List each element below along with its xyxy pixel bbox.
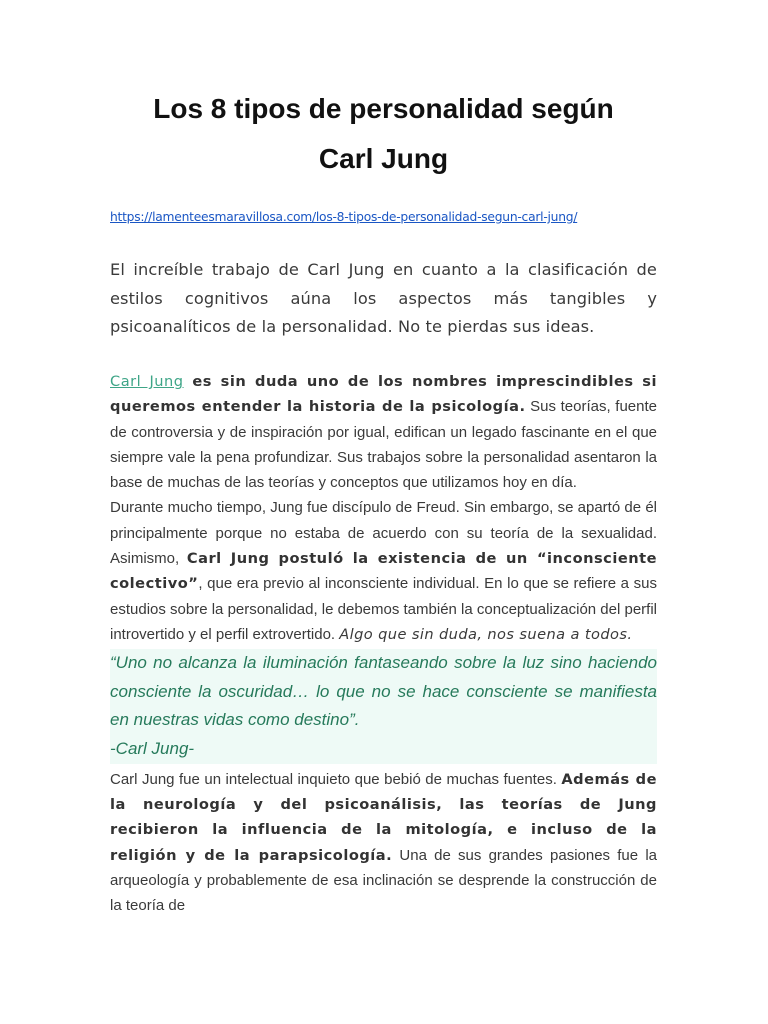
title-line-2: Carl Jung — [318, 143, 449, 174]
paragraph-2-text-1: Durante mucho tiempo, Jung fue discípulo de Freud. Sin embargo, se apartó de él principalmente porque no estaba de acuerdo con su teoría de la sexualidad. Asimismo, — [110, 499, 657, 568]
paragraph-1 — [110, 369, 657, 495]
source-link[interactable]: https://lamenteesmaravillosa.com/los-8-tipos-de-personalidad-segun-carl-jung/ — [110, 210, 578, 224]
paragraph-3-text-2: Una de sus grandes pasiones fue la arqueología y probablemente de esa inclinación se desprende la construcción de la teoría de — [110, 846, 658, 915]
paragraph-2-italic: Algo que sin duda, nos suena a todos. — [339, 625, 633, 643]
quote-author: -Carl Jung- — [110, 739, 195, 759]
paragraph-3 — [110, 767, 657, 919]
paragraph-1-bold: es sin duda uno de los nombres imprescindibles si queremos entender la historia de la psicología. — [110, 373, 657, 416]
title-line-1: Los 8 tipos de personalidad según — [153, 93, 614, 124]
paragraph-2 — [110, 495, 657, 647]
paragraph-1-text: Sus teorías, fuente de controversia y de inspiración por igual, edifican un legado fascinante en el que siempre vale la pena profundizar. Sus trabajos sobre la personalidad asentaron la base de muchas de las teorías y conceptos que utilizamos hoy en día. — [110, 398, 658, 492]
intro-paragraph: El increíble trabajo de Carl Jung en cuanto a la clasificación de estilos cognitivos aúna los aspectos más tangibles y psicoanalíticos de la personalidad. No te pierdas sus ideas. — [110, 260, 657, 336]
document-title — [80, 84, 687, 184]
quote-text: “Uno no alcanza la iluminación fantaseando sobre la luz sino haciendo consciente la oscuridad… lo que no se hace consciente se manifiesta en nuestras vidas como destino”. — [110, 653, 657, 730]
paragraph-3-bold: Además de la neurología y del psicoanálisis, las teorías de Jung recibieron la influencia de la mitología, e incluso de la religión y de la parapsicología. — [110, 770, 657, 864]
blockquote — [110, 649, 657, 763]
paragraph-2-bold: Carl Jung postuló la existencia de un “inconsciente colectivo” — [110, 550, 657, 593]
carl-jung-link[interactable]: Carl Jung — [110, 373, 184, 390]
paragraph-2-text-2: , que era previo al inconsciente individual. En lo que se refiere a sus estudios sobre la personalidad, le debemos también la conceptualización del perfil introvertido y el perfil extrovertido. — [110, 575, 658, 643]
paragraph-3-text-1: Carl Jung fue un intelectual inquieto que bebió de muchas fuentes. — [110, 770, 562, 788]
article-body — [110, 369, 657, 918]
